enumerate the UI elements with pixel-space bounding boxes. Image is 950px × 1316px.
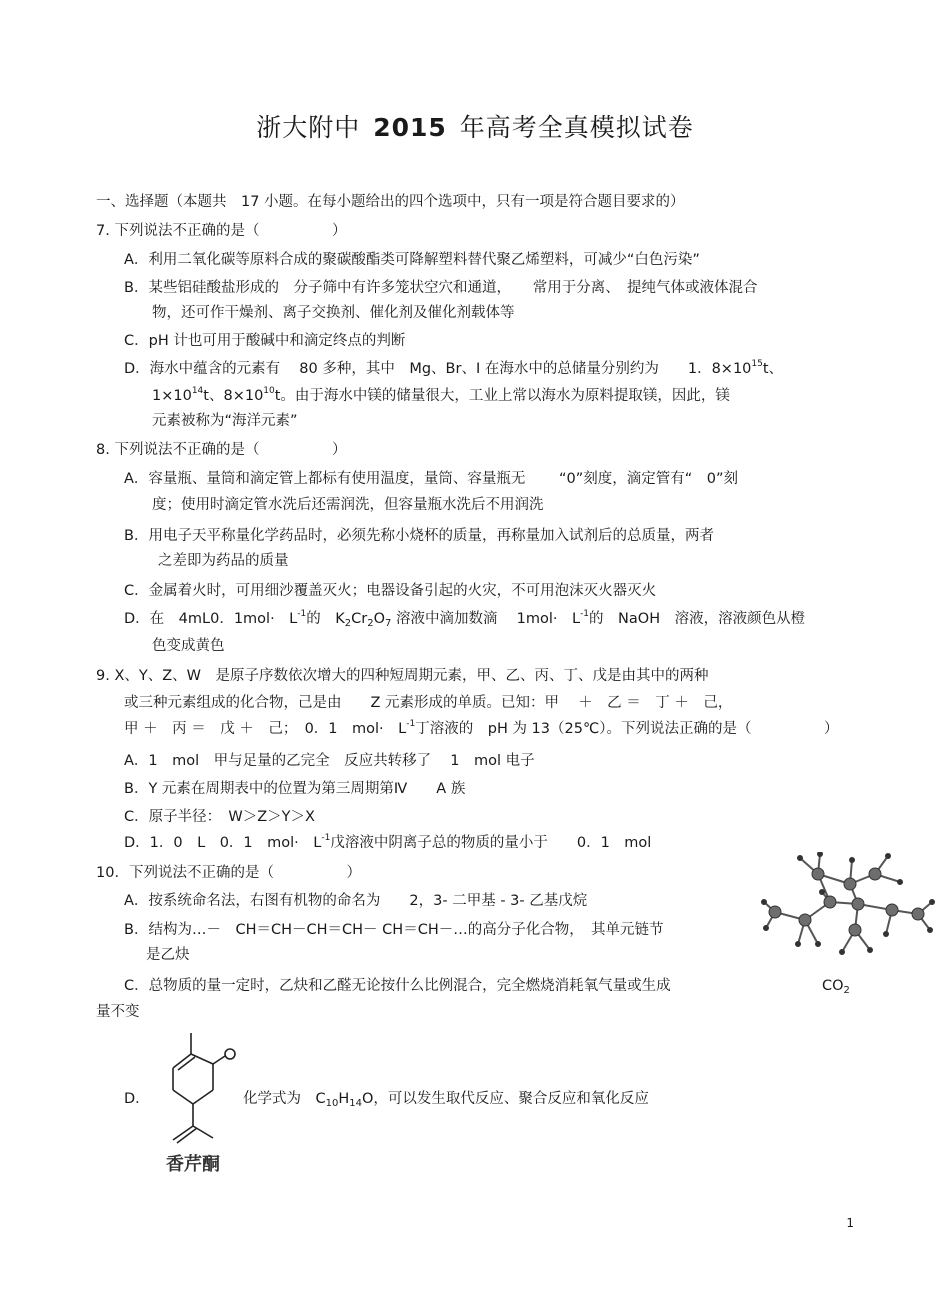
q9-option-b: B．Y 元素在周期表中的位置为第三周期第Ⅳ A 族	[124, 781, 466, 797]
q7-option-c: C．pH 计也可用于酸碱中和滴定终点的判断	[124, 333, 406, 349]
q7-stem: 7. 下列说法不正确的是（ ）	[96, 223, 347, 239]
page-title	[0, 108, 950, 144]
q10-option-d-text: 化学式为 $C_{10}H_{14}O$，可以发生取代反应、聚合反应和氧化反应	[243, 1091, 649, 1109]
q9-option-d: D．1．0 L 0．1 mol· $L^{-1}$戊溶液中阴离子总的物质的量小于 0．1 mol	[124, 833, 652, 851]
q8-option-c: C．金属着火时，可用细沙覆盖灭火；电器设备引起的火灾，不可用泡沫灭火器灭火	[124, 583, 657, 599]
q8-option-b-line1: B．用电子天平称量化学药品时，必须先称小烧杯的质量，再称量加入试剂后的总质量，两者	[124, 528, 714, 544]
q8-option-d-line1: D．在 4mL0．1mol· $L^{-1}$的 $K_2Cr_2O_7$ 溶液中滴加数滴 1mol· $L^{-1}$的 NaOH 溶液，溶液颜色从橙	[124, 609, 806, 629]
q10-option-c-line1: C．总物质的量一定时，乙炔和乙醛无论按什么比例混合，完全燃烧消耗氧气量或生成	[124, 978, 671, 994]
q10-option-c-co2: $CO_2$	[822, 978, 850, 996]
q7-option-d-line2: $1\times 10^{14}t$、$8\times 10^{10}t$。由于海水中镁的储量很大，工业上常以海水为原料提取镁，因此，镁	[152, 386, 730, 404]
q7-option-a: A．利用二氧化碳等原料合成的聚碳酸酯类可降解塑料替代聚乙烯塑料，可减少“白色污染”	[124, 252, 700, 268]
q8-option-d-line2: 色变成黄色	[152, 638, 225, 654]
q7-option-b-line1: B．某些铝硅酸盐形成的 分子筛中有许多笼状空穴和通道， 常用于分离、 提纯气体或液体混合	[124, 280, 758, 296]
q10-stem: 10．下列说法不正确的是（ ）	[96, 865, 361, 881]
q8-option-a-line2: 度；使用时滴定管水洗后还需润洗，但容量瓶水洗后不用润洗	[152, 497, 544, 513]
molecule-bonds	[764, 854, 932, 952]
title-text: 年高考全真模拟试卷	[459, 113, 694, 142]
q10-option-b-line1: B．结构为…－ CH＝CH－CH＝CH－ CH＝CH－…的高分子化合物， 其单元链节	[124, 922, 664, 938]
ball-and-stick-molecule-figure	[760, 852, 935, 962]
q9-option-a: A．1 mol 甲与足量的乙完全 反应共转移了 1 mol 电子	[124, 753, 535, 769]
q10-option-d-label: D．	[124, 1091, 150, 1107]
carvone-structure-figure	[155, 1028, 240, 1153]
carvone-bonds	[173, 1033, 225, 1143]
q7-option-b-line2: 物，还可作干燥剂、离子交换剂、催化剂及催化剂载体等	[152, 305, 515, 321]
carvone-name-label: 香芹酮	[166, 1154, 220, 1175]
q9-stem-line2: 或三种元素组成的化合物，己是由 Z 元素形成的单质。已知：甲 ＋ 乙 ＝ 丁 ＋ 己，	[124, 695, 733, 711]
q10-option-a: A．按系统命名法，右图有机物的命名为 2，3- 二甲基 - 3- 乙基戊烷	[124, 893, 588, 909]
page-number: 1	[846, 1216, 854, 1230]
molecule-carbon-atoms	[769, 868, 924, 936]
q8-stem: 8. 下列说法不正确的是（ ）	[96, 442, 347, 458]
q7-option-d-line3: 元素被称为“海洋元素”	[152, 413, 298, 429]
q8-option-a-line1: A．容量瓶、量筒和滴定管上都标有使用温度，量筒、容量瓶无 “0”刻度，滴定管有“ 0”刻	[124, 471, 739, 487]
q9-option-c: C．原子半径： W＞Z＞Y＞X	[124, 809, 315, 825]
q9-stem-line1: 9. X、Y、Z、W 是原子序数依次增大的四种短周期元素，甲、乙、丙、丁、戊是由其中的两种	[96, 668, 709, 684]
section-heading: 一、选择题（本题共 17 小题。在每小题给出的四个选项中，只有一项是符合题目要求的）	[96, 194, 685, 210]
q9-stem-line3: 甲 ＋ 丙 ＝ 戊 ＋ 己； 0．1 mol· $L^{-1}$丁溶液的 pH 为 13（25℃）。下列说法正确的是（ ）	[124, 719, 839, 737]
carbonyl-oxygen-icon	[225, 1049, 235, 1059]
q8-option-b-line2: 之差即为药品的质量	[158, 553, 289, 569]
q10-option-c-line2: 量不变	[96, 1004, 140, 1020]
q7-option-d-line1: D．海水中蕴含的元素有 80 多种，其中 Mg、Br、I 在海水中的总储量分别约为 1．$8\times 10^{15}t$、	[124, 359, 784, 377]
q10-option-b-line2: 是乙炔	[146, 947, 190, 963]
title-school: 浙大附中	[256, 113, 361, 142]
title-year: 2015	[373, 113, 447, 142]
